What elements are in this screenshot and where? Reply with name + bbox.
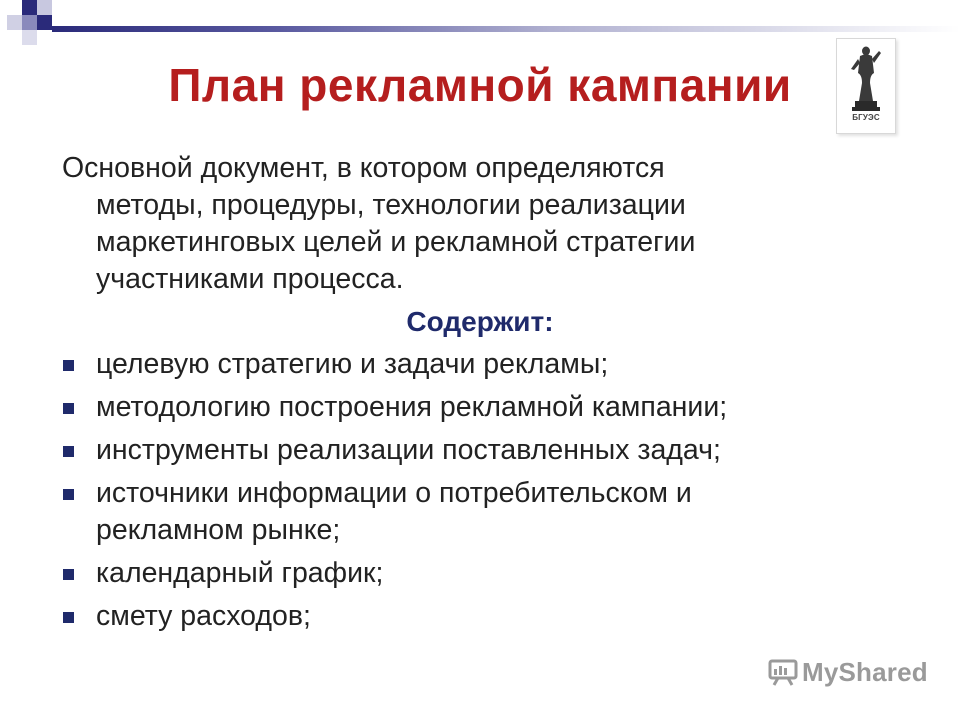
list-item: [62, 389, 727, 426]
list-item-text: смету расходов;: [96, 600, 311, 632]
list-item: [62, 346, 727, 383]
decor-square: [37, 15, 52, 30]
list-item: [62, 432, 727, 469]
myshared-watermark[interactable]: [768, 655, 928, 689]
list-item-text: методологию построения рекламной кампании;: [96, 391, 728, 423]
list-item: [62, 598, 727, 635]
lead-line: методы, процедуры, технологии реализации: [96, 189, 686, 221]
list-item-text: инструменты реализации поставленных задач;: [96, 434, 721, 466]
decor-square: [22, 15, 37, 30]
logo-label: БГУЭС: [852, 113, 880, 122]
decor-square: [22, 0, 37, 15]
slide-title: План рекламной кампании: [168, 59, 792, 111]
square-bullet-icon: [63, 360, 74, 371]
decor-square: [37, 0, 52, 15]
lead-line: маркетинговых целей и рекламной стратегии: [96, 226, 696, 258]
list-item: [62, 555, 727, 592]
list-item-text: источники информации о потребительском и: [96, 477, 692, 509]
decor-square: [22, 30, 37, 45]
square-bullet-icon: [63, 446, 74, 457]
square-bullet-icon: [63, 612, 74, 623]
contents-subheading: Содержит:: [406, 306, 554, 337]
header-rule: [52, 26, 960, 32]
square-bullet-icon: [63, 489, 74, 500]
decor-square: [7, 15, 22, 30]
square-bullet-icon: [63, 569, 74, 580]
list-item-text: календарный график;: [96, 557, 384, 589]
contents-list: [62, 346, 727, 641]
list-item: [62, 475, 727, 549]
square-bullet-icon: [63, 403, 74, 414]
lead-line: Основной документ, в котором определяются: [62, 152, 665, 184]
list-item-text: рекламном рынке;: [96, 514, 341, 546]
lead-line: участниками процесса.: [96, 263, 404, 295]
list-item-text: целевую стратегию и задачи рекламы;: [96, 348, 609, 380]
watermark-text: MyShared: [802, 656, 928, 687]
presentation-board-icon: [768, 658, 798, 686]
lead-paragraph: [62, 150, 842, 298]
